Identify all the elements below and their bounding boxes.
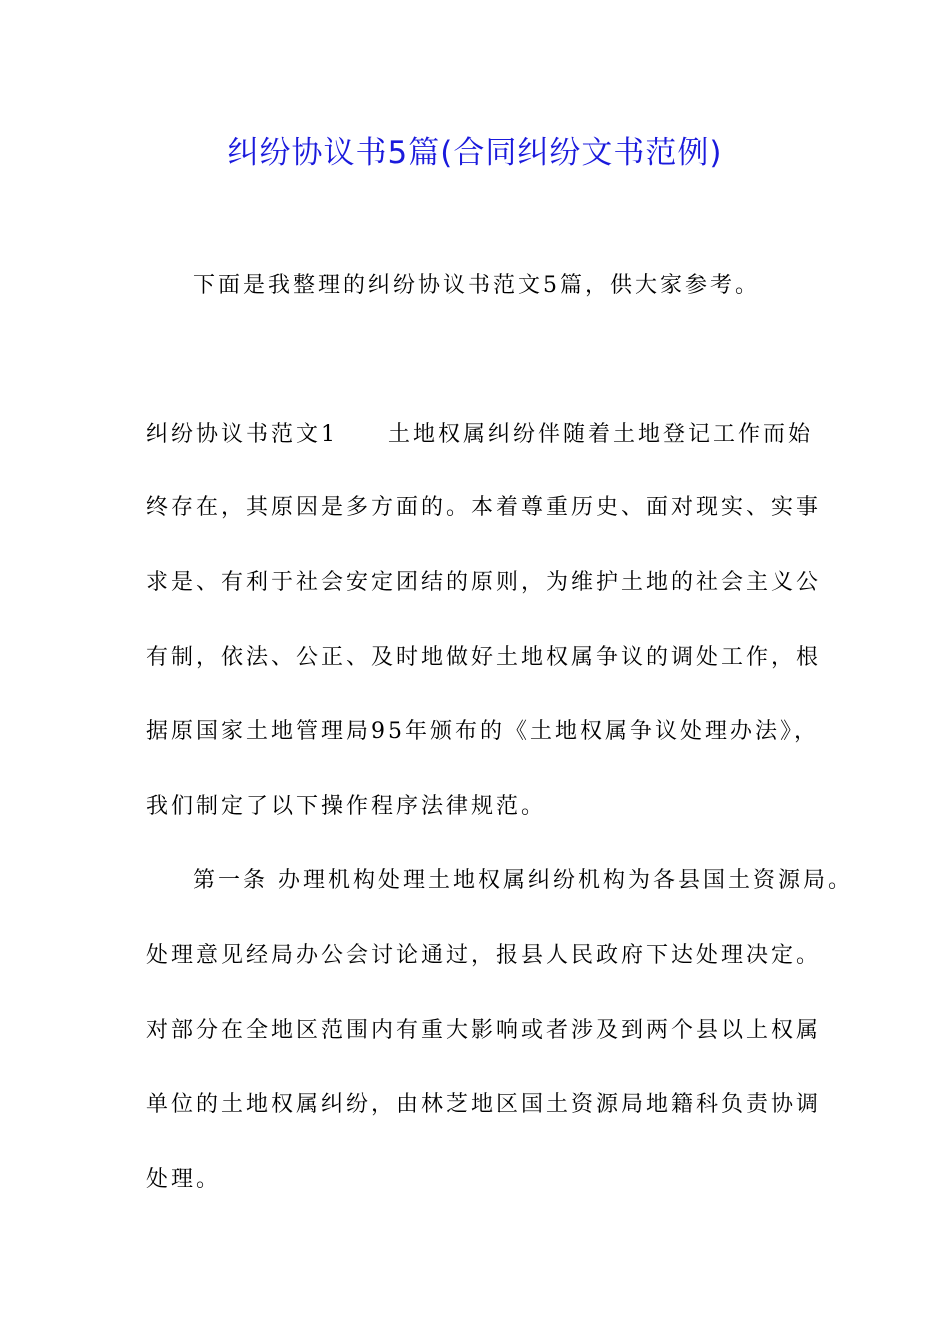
body-line: 第一条 办理机构处理土地权属纠纷机构为各县国土资源局。 xyxy=(193,868,853,893)
intro-paragraph: 下面是我整理的纠纷协议书范文5篇，供大家参考。 xyxy=(193,273,760,298)
body-line: 对部分在全地区范围内有重大影响或者涉及到两个县以上权属 xyxy=(146,1018,822,1043)
body-line: 终存在，其原因是多方面的。本着尊重历史、面对现实、实事 xyxy=(146,495,822,520)
page-title: 纠纷协议书5篇(合同纠纷文书范例) xyxy=(227,135,723,171)
body-line: 我们制定了以下操作程序法律规范。 xyxy=(146,794,547,819)
body-line: 求是、有利于社会安定团结的原则，为维护土地的社会主义公 xyxy=(146,570,822,595)
body-line: 单位的土地权属纠纷，由林芝地区国土资源局地籍科负责协调 xyxy=(146,1092,822,1117)
body-line: 处理意见经局办公会讨论通过，报县人民政府下达处理决定。 xyxy=(146,943,822,968)
body-line: 有制，依法、公正、及时地做好土地权属争议的调处工作，根 xyxy=(146,645,822,670)
body-line: 纠纷协议书范文1 土地权属纠纷伴随着土地登记工作而始 xyxy=(146,422,813,447)
body-line: 处理。 xyxy=(146,1167,222,1192)
body-line: 据原国家土地管理局95年颁布的《土地权属争议处理办法》， xyxy=(146,719,819,744)
